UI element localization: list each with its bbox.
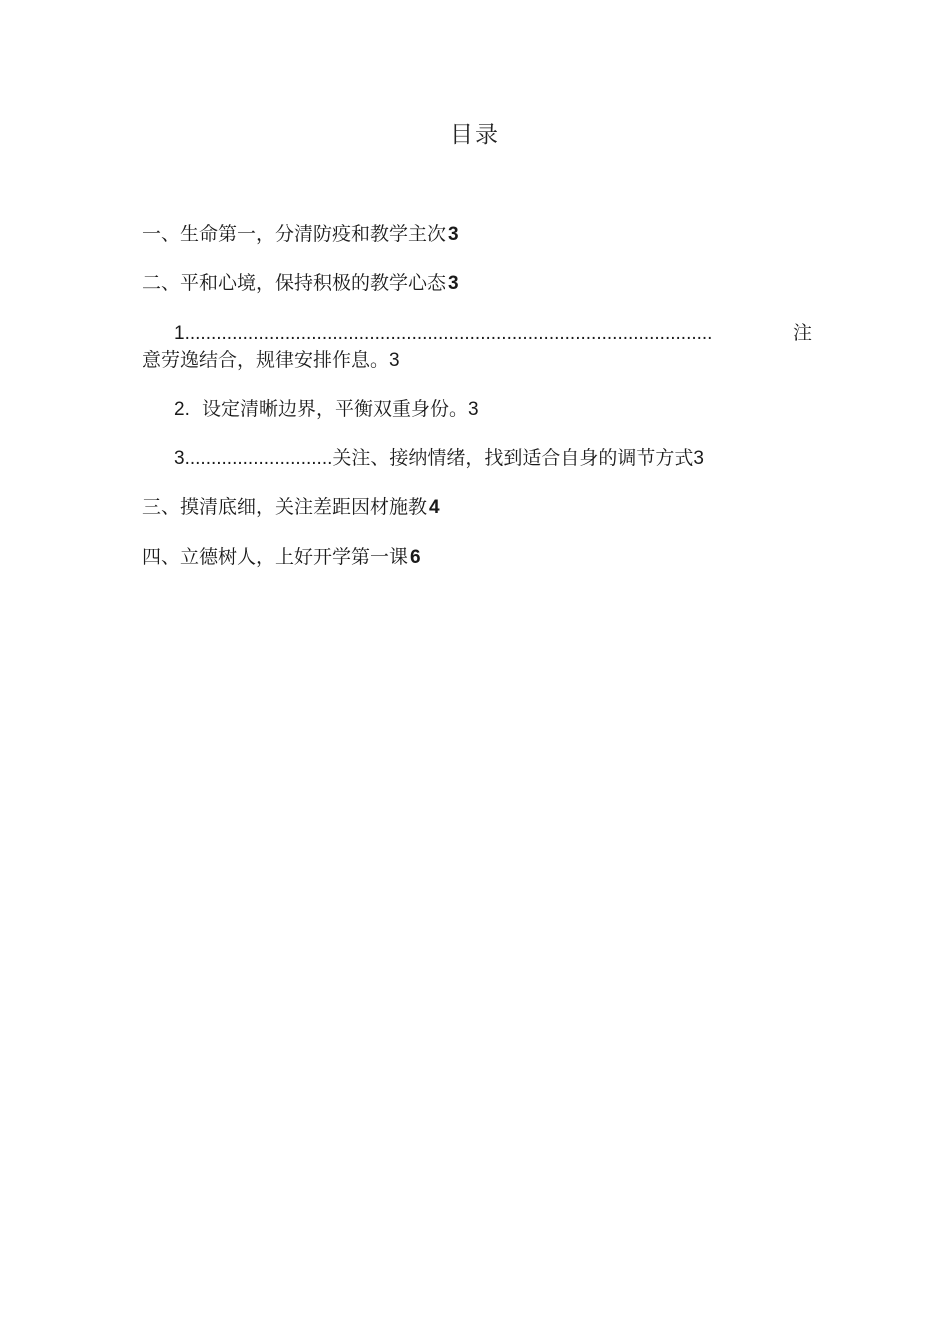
- toc-entry-3-line-2[interactable]: [142, 348, 400, 373]
- toc-page-number: 3: [467, 399, 479, 420]
- toc-page-number: 3: [448, 224, 459, 245]
- toc-leader-dots: ............................: [184, 448, 333, 469]
- toc-entry-text: 三、摸清底细，关注差距因材施教: [142, 496, 428, 518]
- toc-entry-4[interactable]: [174, 397, 479, 422]
- toc-entry-text: 关注、接纳情绪，找到适合自身的调节方式: [332, 447, 694, 469]
- toc-title: 目录: [450, 122, 500, 148]
- toc-page-number: 3: [693, 448, 704, 469]
- toc-leader-dots: ....................................................................................................: [184, 323, 713, 344]
- toc-entry-2[interactable]: [142, 271, 459, 296]
- toc-entry-text: 注: [793, 322, 813, 344]
- toc-entry-1[interactable]: [142, 222, 459, 247]
- toc-entry-5[interactable]: [174, 446, 704, 471]
- toc-page-number: 3: [389, 350, 400, 371]
- toc-page-number: 3: [448, 273, 459, 294]
- toc-entry-text: 一、生命第一，分清防疫和教学主次: [142, 223, 447, 245]
- toc-entry-text: 四、立德树人，上好开学第一课: [142, 546, 409, 568]
- toc-entry-number: 1: [174, 323, 185, 344]
- toc-page-number: 6: [410, 547, 421, 568]
- toc-entry-text: 二、平和心境，保持积极的教学心态: [142, 272, 447, 294]
- toc-entry-3-line-1[interactable]: [174, 321, 816, 346]
- toc-entry-number: 2.: [174, 399, 190, 420]
- toc-entry-3-tail: [793, 321, 812, 345]
- toc-entry-text: 设定清晰边界，平衡双重身份。: [201, 398, 468, 420]
- toc-entry-text: 意劳逸结合，规律安排作息。: [142, 349, 390, 371]
- toc-page-number: 4: [429, 497, 440, 518]
- toc-entry-6[interactable]: [142, 495, 440, 520]
- toc-entry-7[interactable]: [142, 545, 421, 570]
- toc-entry-number: 3: [174, 448, 185, 469]
